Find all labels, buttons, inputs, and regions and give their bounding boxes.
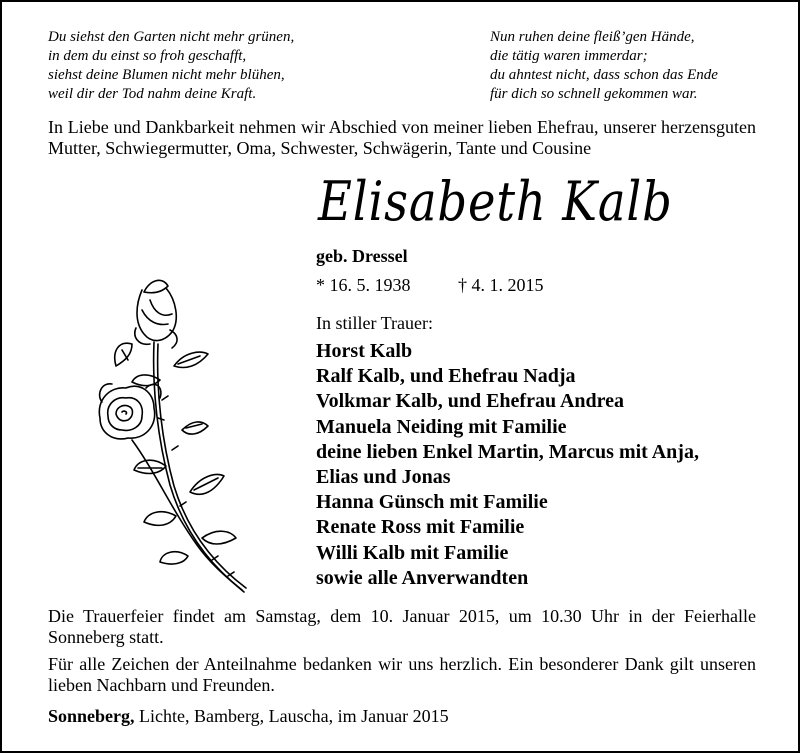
poem-left-line: siehst deine Blumen nicht mehr blühen, — [48, 67, 285, 83]
closing-town: Sonneberg, — [48, 706, 135, 726]
mourner-line: Volkmar Kalb, und Ehefrau Andrea — [316, 390, 625, 413]
mourner-line: Hanna Günsch mit Familie — [316, 491, 548, 514]
mourners-list — [316, 339, 699, 591]
mourner-line: sowie alle Anverwandten — [316, 566, 529, 589]
rose-illustration-icon — [92, 270, 262, 595]
poem-right-line: du ahntest nicht, dass schon das Ende — [490, 67, 718, 83]
mourner-line: Ralf Kalb, und Ehefrau Nadja — [316, 365, 576, 388]
thanks-text: Für alle Zeichen der Anteilnahme bedanken wir uns herzlich. Ein besonderer Dank gilt unseren lieben Nachbarn und Freunden. — [48, 654, 756, 695]
poem-right-line: für dich so schnell gekommen war. — [490, 86, 698, 102]
poem-left-line: weil dir der Tod nahm deine Kraft. — [48, 86, 257, 102]
death-date: † 4. 1. 2015 — [458, 275, 544, 295]
deceased-name: Elisabeth Kalb — [318, 170, 673, 233]
mourner-line: deine lieben Enkel Martin, Marcus mit Anja, — [316, 440, 699, 463]
closing-line — [48, 706, 449, 727]
poem-left — [48, 28, 294, 104]
mourner-line: Elias und Jonas — [316, 466, 451, 489]
poem-left-line: in dem du einst so froh geschafft, — [48, 48, 247, 64]
poem-right — [490, 28, 718, 104]
mourning-label: In stiller Trauer: — [316, 313, 433, 333]
intro-text: In Liebe und Dankbarkeit nehmen wir Abschied von meiner lieben Ehefrau, unserer herzensguten Mutter, Schwiegermutter, Oma, Schwester, Schwägerin, Tante und Cousine — [48, 117, 756, 158]
maiden-name: geb. Dressel — [316, 246, 408, 266]
mourner-line: Manuela Neiding mit Familie — [316, 415, 567, 438]
mourner-line: Horst Kalb — [316, 340, 413, 362]
life-dates — [316, 275, 544, 296]
mourner-line: Willi Kalb mit Familie — [316, 541, 509, 564]
mourner-line: Renate Ross mit Familie — [316, 516, 525, 539]
birth-date: * 16. 5. 1938 — [316, 275, 411, 295]
funeral-info: Die Trauerfeier findet am Samstag, dem 10. Januar 2015, um 10.30 Uhr in der Feierhalle Sonneberg statt. — [48, 606, 756, 647]
poem-right-line: Nun ruhen deine fleiß’gen Hände, — [490, 29, 695, 45]
poem-right-line: die tätig waren immerdar; — [490, 48, 648, 64]
poem-left-line: Du siehst den Garten nicht mehr grünen, — [48, 29, 295, 45]
closing-places: Lichte, Bamberg, Lauscha, im Januar 2015 — [134, 706, 449, 726]
